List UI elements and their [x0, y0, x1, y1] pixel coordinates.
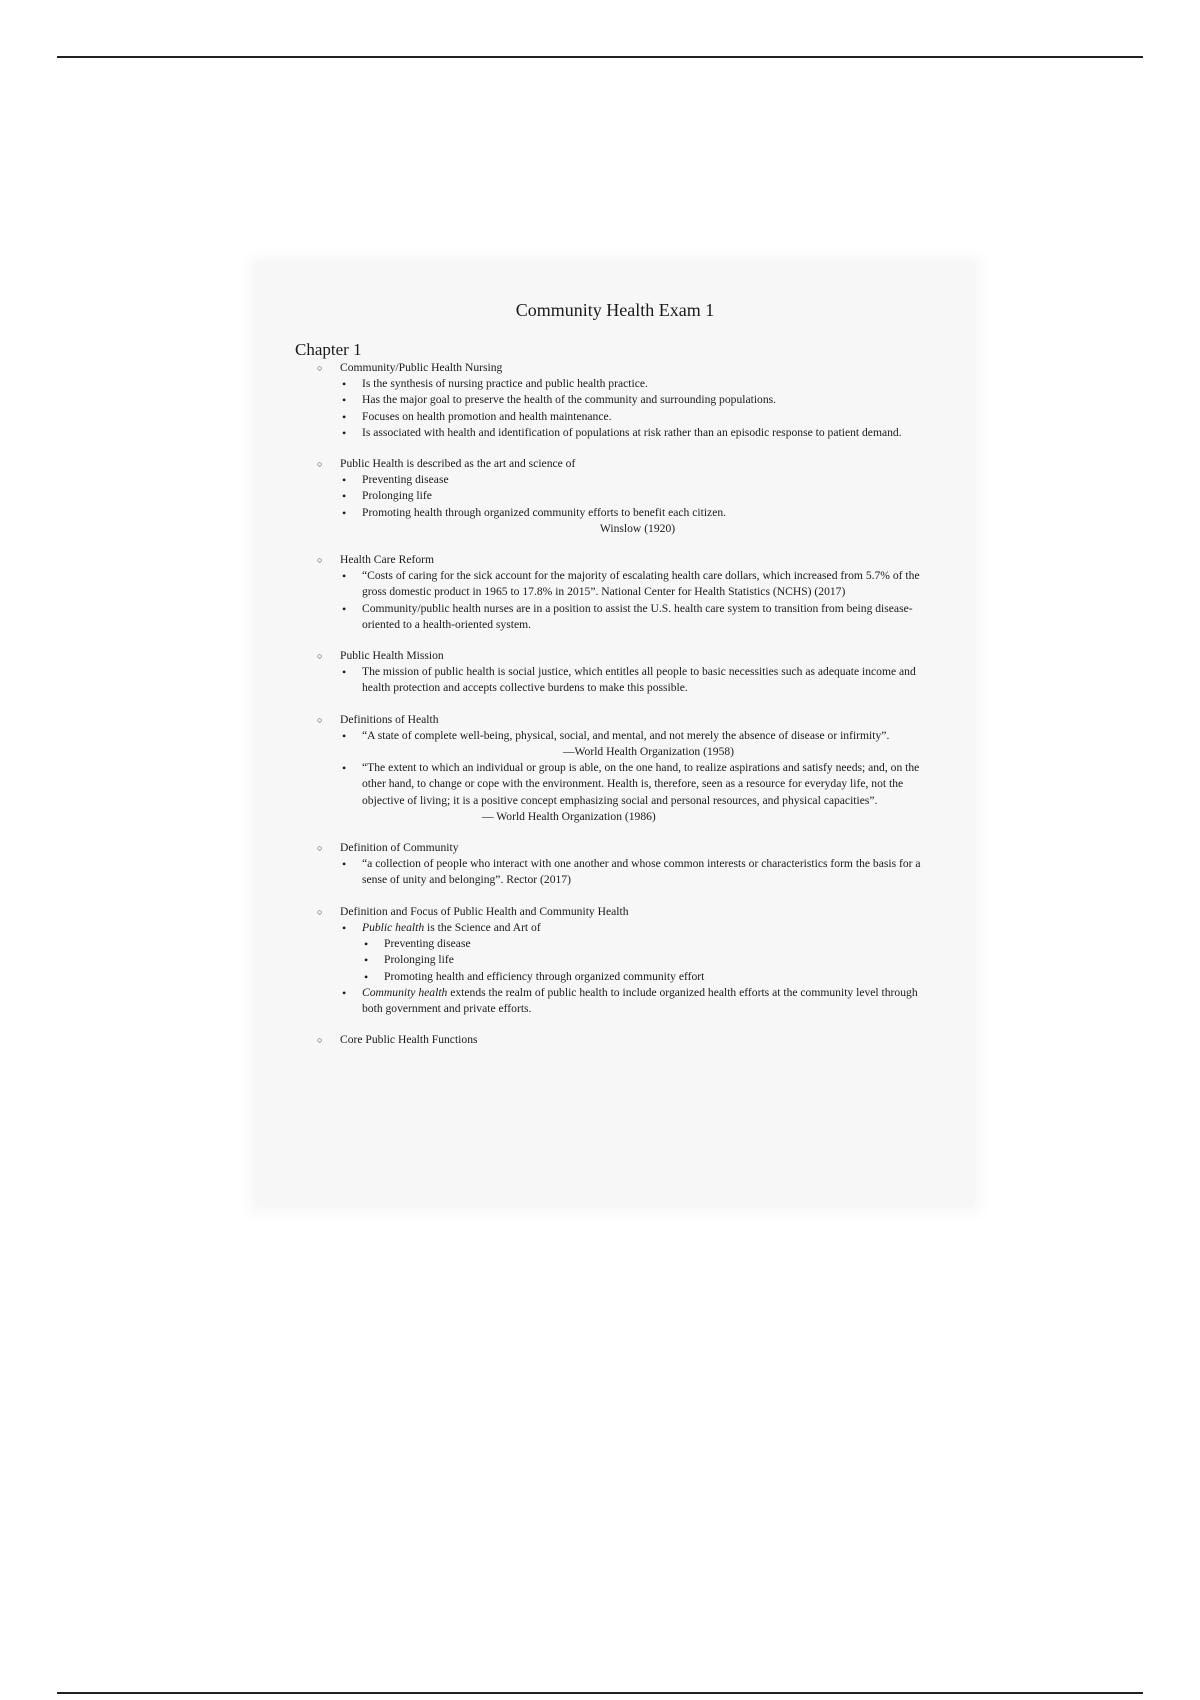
list-item: • “a collection of people who interact with one another and whose common interests or characteristics form the basis for a sense of unity and belonging”. Rector (2017): [340, 856, 935, 888]
document-title: Community Health Exam 1: [515, 300, 715, 320]
section-community-public-health-nursing: [295, 360, 935, 441]
section-title: Core Public Health Functions: [340, 1033, 478, 1047]
section-core-public-health-functions: [295, 1032, 935, 1048]
list-item: • Preventing disease: [340, 472, 935, 488]
circle-bullet-icon: ○: [317, 714, 323, 725]
term-description: extends the realm of public health to include organized health efforts at the community level through both government and private efforts.: [362, 985, 918, 1015]
citation: Winslow (1920): [599, 521, 676, 535]
list-item: • The mission of public health is social justice, which entitles all people to basic necessities such as adequate income and health protection and accepts collective burdens to make this possible.: [340, 664, 935, 696]
section-public-health-art-science: [295, 456, 935, 537]
bullet-list: [340, 472, 935, 521]
section-health-care-reform: [295, 552, 935, 633]
term: Community health: [362, 985, 448, 999]
section-title: Definition of Community: [340, 841, 459, 855]
top-rule: [57, 56, 1143, 58]
quote-text: “The extent to which an individual or group is able, on the one hand, to realize aspirations and satisfy needs; and, on the other hand, to change or cope with the environment. Health is, therefore, seen as a resource for everyday life, not the objective of living; it is a positive concept emphasizing social and personal resources, and physical capacities”.: [362, 761, 920, 807]
section-definition-of-community: [295, 840, 935, 889]
chapter-heading: Chapter 1: [295, 340, 362, 359]
citation: — World Health Organization (1986): [482, 809, 656, 823]
bullet-list: [340, 664, 935, 696]
citation: —World Health Organization (1958): [562, 745, 735, 759]
sub-bullet-list: [362, 936, 935, 985]
list-item: [340, 728, 935, 760]
list-item: • Focuses on health promotion and health maintenance.: [340, 409, 935, 425]
document-content: [295, 360, 935, 1063]
section-title: Public Health is described as the art and science of: [340, 457, 576, 471]
bullet-list: [340, 376, 935, 441]
circle-bullet-icon: ○: [317, 843, 323, 854]
section-title: Definition and Focus of Public Health and Community Health: [340, 904, 629, 918]
sub-list-item: • Prolonging life: [362, 952, 935, 968]
circle-bullet-icon: ○: [317, 363, 323, 373]
bullet-list: [340, 568, 935, 633]
section-title: Definitions of Health: [340, 712, 439, 726]
bullet-list: [340, 728, 935, 825]
list-item: [340, 920, 935, 985]
term: Public health: [362, 920, 425, 934]
section-title: Community/Public Health Nursing: [340, 361, 503, 374]
bullet-list: [340, 920, 935, 1017]
list-item: • Has the major goal to preserve the health of the community and surrounding populations.: [340, 392, 935, 408]
list-item: • Prolonging life: [340, 488, 935, 504]
section-title: Health Care Reform: [340, 553, 435, 567]
quote-text: “A state of complete well-being, physical, social, and mental, and not merely the absence of disease or infirmity”.: [362, 728, 890, 742]
list-item: • Is associated with health and identification of populations at risk rather than an episodic response to patient demand.: [340, 425, 935, 441]
list-item: • “Costs of caring for the sick account for the majority of escalating health care dollars, which increased from 5.7% of the gross domestic product in 1965 to 17.8% in 2015”. National Center for Health Statistics (NCHS) (2017): [340, 568, 935, 600]
section-definition-focus-public-community-health: [295, 904, 935, 1017]
circle-bullet-icon: ○: [317, 1035, 323, 1046]
section-public-health-mission: [295, 648, 935, 697]
list-item: [340, 985, 935, 1017]
bullet-list: [340, 856, 935, 888]
sub-list-item: • Preventing disease: [362, 936, 935, 952]
document-page: [255, 262, 975, 1207]
circle-bullet-icon: ○: [317, 459, 323, 470]
bottom-rule: [57, 1692, 1143, 1694]
circle-bullet-icon: ○: [317, 906, 323, 917]
list-item: • Is the synthesis of nursing practice and public health practice.: [340, 376, 935, 392]
circle-bullet-icon: ○: [317, 555, 323, 566]
section-definitions-of-health: [295, 712, 935, 825]
section-title: Public Health Mission: [340, 649, 444, 663]
list-item: • Promoting health through organized community efforts to benefit each citizen.: [340, 505, 935, 521]
sub-list-item: • Promoting health and efficiency through organized community effort: [362, 969, 935, 985]
term-description: is the Science and Art of: [424, 920, 541, 934]
list-item: • Community/public health nurses are in a position to assist the U.S. health care system to transition from being disease-oriented to a health-oriented system.: [340, 601, 935, 633]
circle-bullet-icon: ○: [317, 651, 323, 662]
list-item: [340, 760, 935, 825]
